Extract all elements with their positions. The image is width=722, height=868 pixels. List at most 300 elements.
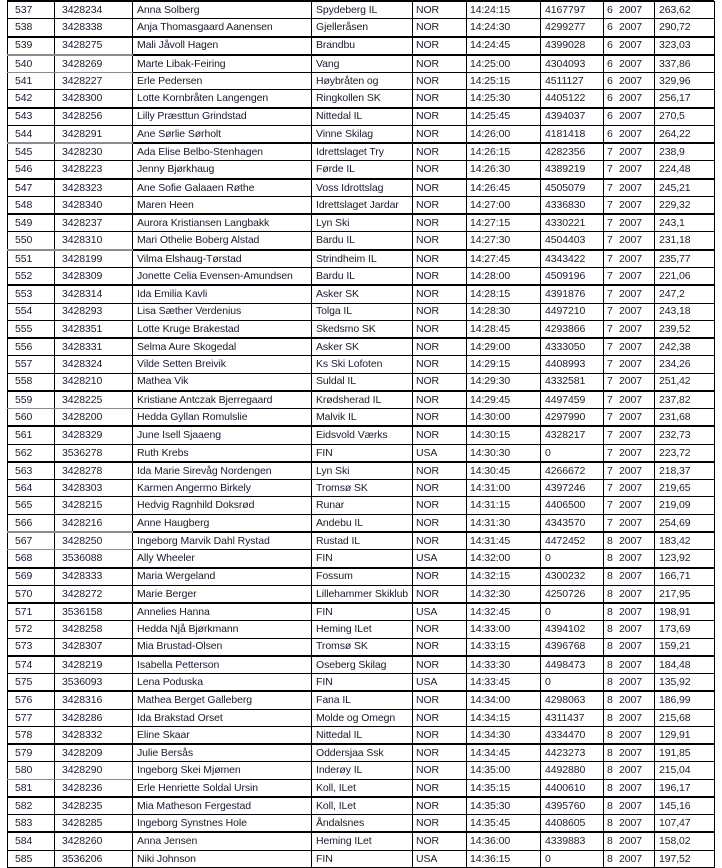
cell-nation: USA — [413, 444, 467, 462]
cell-id: 4167797 — [541, 2, 604, 19]
cell-licence-number: 3428310 — [55, 232, 133, 250]
cell-club: FIN — [312, 850, 413, 867]
cell-name: Mia Brustad-Olsen — [133, 638, 312, 656]
cell-id: 4509196 — [541, 267, 604, 285]
cell-points: 184,48 — [655, 656, 715, 674]
cell-club: Nittedal IL — [312, 108, 413, 126]
cell-group-year — [604, 285, 655, 303]
cell-year: 2007 — [619, 429, 642, 442]
cell-rank: 553 — [8, 285, 55, 303]
cell-group: 8 — [607, 534, 613, 547]
cell-licence-number: 3428234 — [55, 2, 133, 19]
cell-nation: NOR — [413, 338, 467, 356]
cell-points: 145,16 — [655, 797, 715, 815]
table-row — [8, 285, 715, 303]
cell-group: 7 — [607, 288, 613, 301]
cell-start-time: 14:25:15 — [467, 73, 541, 90]
cell-id: 4394102 — [541, 621, 604, 638]
cell-id: 4300232 — [541, 568, 604, 586]
cell-id: 4423273 — [541, 744, 604, 762]
cell-group-year — [604, 585, 655, 603]
table-row — [8, 250, 715, 268]
cell-group-year — [604, 426, 655, 444]
cell-rank: 549 — [8, 214, 55, 232]
cell-id: 4389219 — [541, 161, 604, 179]
cell-rank: 540 — [8, 55, 55, 73]
cell-year: 2007 — [619, 234, 642, 247]
cell-rank: 541 — [8, 73, 55, 90]
cell-start-time: 14:24:45 — [467, 37, 541, 55]
cell-name: Niki Johnson — [133, 850, 312, 867]
cell-group-year — [604, 196, 655, 214]
cell-id: 4334470 — [541, 726, 604, 744]
cell-name: Ruth Krebs — [133, 444, 312, 462]
cell-name: Erle Pedersen — [133, 73, 312, 90]
cell-name: Lotte Kruge Brakestad — [133, 320, 312, 338]
cell-year: 2007 — [619, 181, 642, 194]
cell-licence-number: 3428272 — [55, 585, 133, 603]
cell-points: 129,91 — [655, 726, 715, 744]
table-row — [8, 373, 715, 391]
table-row — [8, 532, 715, 550]
cell-rank: 561 — [8, 426, 55, 444]
cell-start-time: 14:24:30 — [467, 19, 541, 37]
table-body — [8, 2, 715, 868]
cell-club: Asker SK — [312, 338, 413, 356]
cell-nation: NOR — [413, 426, 467, 444]
cell-points: 224,48 — [655, 161, 715, 179]
cell-points: 245,21 — [655, 179, 715, 197]
cell-group-year — [604, 850, 655, 867]
cell-rank: 562 — [8, 444, 55, 462]
cell-points: 223,72 — [655, 444, 715, 462]
cell-group: 7 — [607, 464, 613, 477]
cell-group-year — [604, 815, 655, 833]
cell-licence-number: 3428314 — [55, 285, 133, 303]
cell-year: 2007 — [619, 499, 642, 512]
cell-nation: NOR — [413, 762, 467, 779]
cell-club: Åndalsnes — [312, 815, 413, 833]
cell-name: Mathea Berget Galleberg — [133, 691, 312, 709]
cell-group: 8 — [607, 711, 613, 724]
table-row — [8, 815, 715, 833]
cell-group: 8 — [607, 552, 613, 565]
cell-start-time: 14:35:30 — [467, 797, 541, 815]
cell-points: 123,92 — [655, 550, 715, 568]
table-row — [8, 303, 715, 320]
cell-nation: NOR — [413, 161, 467, 179]
cell-nation: NOR — [413, 73, 467, 90]
cell-group-year — [604, 603, 655, 621]
cell-year: 2007 — [619, 375, 642, 388]
cell-nation: NOR — [413, 391, 467, 409]
cell-nation: NOR — [413, 709, 467, 726]
cell-licence-number: 3428351 — [55, 320, 133, 338]
cell-start-time: 14:25:45 — [467, 108, 541, 126]
cell-group: 7 — [607, 146, 613, 158]
cell-group: 6 — [607, 39, 613, 52]
cell-name: Lisa Sæther Verdenius — [133, 303, 312, 320]
cell-licence-number: 3428316 — [55, 691, 133, 709]
cell-id: 4311437 — [541, 709, 604, 726]
cell-club: Nittedal IL — [312, 726, 413, 744]
cell-start-time: 14:28:45 — [467, 320, 541, 338]
cell-club: Oddersjaa Ssk — [312, 744, 413, 762]
cell-points: 173,69 — [655, 621, 715, 638]
cell-start-time: 14:26:30 — [467, 161, 541, 179]
cell-licence-number: 3428323 — [55, 179, 133, 197]
cell-year: 2007 — [619, 694, 642, 707]
cell-nation: NOR — [413, 409, 467, 427]
cell-name: Jenny Bjørkhaug — [133, 161, 312, 179]
cell-group: 7 — [607, 217, 613, 230]
cell-year: 2007 — [619, 217, 642, 230]
cell-name: Ida Marie Sirevåg Nordengen — [133, 462, 312, 480]
cell-name: Selma Aure Skogedal — [133, 338, 312, 356]
cell-points: 256,17 — [655, 90, 715, 108]
cell-name: Anna Jensen — [133, 832, 312, 850]
cell-start-time: 14:33:15 — [467, 638, 541, 656]
cell-rank: 546 — [8, 161, 55, 179]
cell-points: 218,37 — [655, 462, 715, 480]
cell-club: Høybråten og — [312, 73, 413, 90]
cell-start-time: 14:27:00 — [467, 196, 541, 214]
cell-rank: 547 — [8, 179, 55, 197]
cell-licence-number: 3428286 — [55, 709, 133, 726]
cell-start-time: 14:30:45 — [467, 462, 541, 480]
cell-year: 2007 — [619, 640, 642, 653]
cell-name: Ingeborg Marvik Dahl Rystad — [133, 532, 312, 550]
cell-id: 4282356 — [541, 143, 604, 161]
cell-year: 2007 — [619, 393, 642, 406]
cell-id: 4343570 — [541, 514, 604, 532]
cell-group-year — [604, 338, 655, 356]
cell-nation: NOR — [413, 797, 467, 815]
cell-name: Ida Emilia Kavli — [133, 285, 312, 303]
cell-club: Runar — [312, 497, 413, 514]
cell-rank: 542 — [8, 90, 55, 108]
cell-name: Mari Othelie Boberg Alstad — [133, 232, 312, 250]
cell-year: 2007 — [619, 764, 642, 777]
cell-club: Koll, ILet — [312, 779, 413, 797]
cell-group-year — [604, 73, 655, 90]
table-row — [8, 320, 715, 338]
cell-id: 4497210 — [541, 303, 604, 320]
cell-nation: NOR — [413, 462, 467, 480]
cell-rank: 567 — [8, 532, 55, 550]
cell-group: 7 — [607, 429, 613, 442]
cell-group-year — [604, 19, 655, 37]
cell-nation: NOR — [413, 37, 467, 55]
cell-group: 6 — [607, 92, 613, 105]
cell-points: 251,42 — [655, 373, 715, 391]
table-row — [8, 37, 715, 55]
cell-start-time: 14:32:00 — [467, 550, 541, 568]
cell-licence-number: 3536206 — [55, 850, 133, 867]
cell-club: Tolga IL — [312, 303, 413, 320]
cell-id: 4472452 — [541, 532, 604, 550]
cell-club: Førde IL — [312, 161, 413, 179]
cell-id: 4333050 — [541, 338, 604, 356]
cell-id: 4343422 — [541, 250, 604, 268]
cell-group: 7 — [607, 322, 613, 335]
table-row — [8, 621, 715, 638]
cell-group-year — [604, 90, 655, 108]
cell-group-year — [604, 250, 655, 268]
cell-id: 4394037 — [541, 108, 604, 126]
cell-licence-number: 3428300 — [55, 90, 133, 108]
cell-club: Molde og Omegn — [312, 709, 413, 726]
cell-rank: 551 — [8, 250, 55, 268]
cell-group: 7 — [607, 358, 613, 371]
cell-rank: 552 — [8, 267, 55, 285]
cell-group-year — [604, 356, 655, 373]
cell-year: 2007 — [619, 252, 642, 265]
cell-group: 7 — [607, 163, 613, 176]
cell-group: 8 — [607, 817, 613, 830]
cell-rank: 568 — [8, 550, 55, 568]
cell-id: 4408993 — [541, 356, 604, 373]
cell-year: 2007 — [619, 269, 642, 282]
cell-nation: USA — [413, 603, 467, 621]
cell-licence-number: 3428216 — [55, 514, 133, 532]
cell-group-year — [604, 691, 655, 709]
cell-rank: 557 — [8, 356, 55, 373]
cell-group: 8 — [607, 605, 613, 618]
cell-rank: 558 — [8, 373, 55, 391]
cell-club: Heming ILet — [312, 832, 413, 850]
cell-rank: 574 — [8, 656, 55, 674]
cell-points: 247,2 — [655, 285, 715, 303]
cell-licence-number: 3428303 — [55, 480, 133, 497]
table-row — [8, 108, 715, 126]
cell-group-year — [604, 391, 655, 409]
table-row — [8, 426, 715, 444]
cell-year: 2007 — [619, 623, 642, 636]
cell-licence-number: 3428223 — [55, 161, 133, 179]
cell-year: 2007 — [619, 852, 642, 865]
cell-nation: NOR — [413, 779, 467, 797]
cell-group: 6 — [607, 57, 613, 70]
cell-club: Ringkollen SK — [312, 90, 413, 108]
cell-club: Lyn Ski — [312, 462, 413, 480]
cell-name: Hedvig Ragnhild Doksrød — [133, 497, 312, 514]
cell-id: 4339883 — [541, 832, 604, 850]
cell-rank: 560 — [8, 409, 55, 427]
cell-id: 4492880 — [541, 762, 604, 779]
cell-year: 2007 — [619, 799, 642, 812]
cell-points: 196,17 — [655, 779, 715, 797]
table-row — [8, 2, 715, 19]
cell-nation: NOR — [413, 232, 467, 250]
cell-nation: USA — [413, 550, 467, 568]
table-row — [8, 691, 715, 709]
cell-nation: NOR — [413, 621, 467, 638]
cell-rank: 569 — [8, 568, 55, 586]
cell-club: Eidsvold Værks — [312, 426, 413, 444]
cell-id: 4504403 — [541, 232, 604, 250]
cell-club: FIN — [312, 603, 413, 621]
cell-group: 7 — [607, 305, 613, 318]
cell-group-year — [604, 232, 655, 250]
cell-points: 231,68 — [655, 409, 715, 427]
cell-start-time: 14:34:15 — [467, 709, 541, 726]
cell-id: 4391876 — [541, 285, 604, 303]
cell-group: 7 — [607, 181, 613, 194]
cell-id: 4336830 — [541, 196, 604, 214]
table-row — [8, 497, 715, 514]
cell-year: 2007 — [619, 305, 642, 318]
cell-year: 2007 — [619, 817, 642, 830]
cell-club: Oseberg Skilag — [312, 656, 413, 674]
cell-id: 0 — [541, 444, 604, 462]
cell-licence-number: 3428307 — [55, 638, 133, 656]
cell-start-time: 14:28:30 — [467, 303, 541, 320]
cell-points: 232,73 — [655, 426, 715, 444]
cell-points: 243,1 — [655, 214, 715, 232]
cell-licence-number: 3428235 — [55, 797, 133, 815]
cell-start-time: 14:30:15 — [467, 426, 541, 444]
table-row — [8, 214, 715, 232]
cell-rank: 543 — [8, 108, 55, 126]
cell-licence-number: 3428324 — [55, 356, 133, 373]
cell-points: 219,65 — [655, 480, 715, 497]
cell-year: 2007 — [619, 198, 642, 211]
cell-points: 235,77 — [655, 250, 715, 268]
table-row — [8, 603, 715, 621]
cell-name: Kristiane Antczak Bjerregaard — [133, 391, 312, 409]
cell-club: FIN — [312, 550, 413, 568]
cell-points: 323,03 — [655, 37, 715, 55]
cell-start-time: 14:34:45 — [467, 744, 541, 762]
table-row — [8, 850, 715, 867]
cell-id: 4330221 — [541, 214, 604, 232]
cell-name: Lotte Kornbråten Langengen — [133, 90, 312, 108]
cell-name: Vilma Elshaug-Tørstad — [133, 250, 312, 268]
cell-year: 2007 — [619, 605, 642, 618]
cell-rank: 573 — [8, 638, 55, 656]
cell-rank: 581 — [8, 779, 55, 797]
cell-year: 2007 — [619, 410, 642, 423]
cell-group-year — [604, 320, 655, 338]
cell-nation: NOR — [413, 656, 467, 674]
cell-points: 237,82 — [655, 391, 715, 409]
cell-group: 7 — [607, 482, 613, 495]
cell-nation: NOR — [413, 125, 467, 143]
cell-club: Inderøy IL — [312, 762, 413, 779]
cell-name: Maria Wergeland — [133, 568, 312, 586]
table-row — [8, 744, 715, 762]
cell-nation: NOR — [413, 832, 467, 850]
table-row — [8, 550, 715, 568]
cell-group-year — [604, 550, 655, 568]
cell-points: 198,91 — [655, 603, 715, 621]
cell-nation: NOR — [413, 532, 467, 550]
cell-year: 2007 — [619, 516, 642, 529]
cell-year: 2007 — [619, 3, 642, 16]
cell-licence-number: 3428278 — [55, 462, 133, 480]
cell-id: 0 — [541, 550, 604, 568]
cell-name: Hedda Gyllan Romulslie — [133, 409, 312, 427]
cell-name: Vilde Setten Breivik — [133, 356, 312, 373]
cell-group-year — [604, 674, 655, 692]
cell-year: 2007 — [619, 570, 642, 583]
cell-rank: 571 — [8, 603, 55, 621]
cell-start-time: 14:34:00 — [467, 691, 541, 709]
cell-group: 8 — [607, 852, 613, 865]
cell-group: 8 — [607, 694, 613, 707]
cell-start-time: 14:27:45 — [467, 250, 541, 268]
cell-rank: 566 — [8, 514, 55, 532]
cell-id: 4498473 — [541, 656, 604, 674]
cell-year: 2007 — [619, 322, 642, 335]
cell-club: Bardu IL — [312, 267, 413, 285]
cell-points: 166,71 — [655, 568, 715, 586]
cell-nation: NOR — [413, 267, 467, 285]
cell-id: 4250726 — [541, 585, 604, 603]
cell-points: 234,26 — [655, 356, 715, 373]
cell-year: 2007 — [619, 21, 642, 34]
cell-licence-number: 3536278 — [55, 444, 133, 462]
cell-licence-number: 3536088 — [55, 550, 133, 568]
table-row — [8, 143, 715, 161]
cell-licence-number: 3428293 — [55, 303, 133, 320]
cell-start-time: 14:32:30 — [467, 585, 541, 603]
cell-year: 2007 — [619, 781, 642, 794]
cell-club: Tromsø SK — [312, 480, 413, 497]
cell-licence-number: 3428332 — [55, 726, 133, 744]
cell-start-time: 14:30:00 — [467, 409, 541, 427]
cell-rank: 563 — [8, 462, 55, 480]
cell-group: 6 — [607, 3, 613, 16]
table-row — [8, 656, 715, 674]
cell-id: 4408605 — [541, 815, 604, 833]
cell-licence-number: 3428258 — [55, 621, 133, 638]
cell-nation: NOR — [413, 726, 467, 744]
cell-licence-number: 3428230 — [55, 143, 133, 161]
cell-club: Brandbu — [312, 37, 413, 55]
cell-points: 158,02 — [655, 832, 715, 850]
cell-points: 231,18 — [655, 232, 715, 250]
cell-group-year — [604, 267, 655, 285]
cell-nation: NOR — [413, 638, 467, 656]
cell-nation: NOR — [413, 2, 467, 19]
cell-nation: NOR — [413, 108, 467, 126]
table-row — [8, 125, 715, 143]
cell-year: 2007 — [619, 464, 642, 477]
table-row — [8, 179, 715, 197]
cell-start-time: 14:30:30 — [467, 444, 541, 462]
cell-club: Tromsø SK — [312, 638, 413, 656]
cell-rank: 582 — [8, 797, 55, 815]
cell-id: 4395760 — [541, 797, 604, 815]
cell-rank: 585 — [8, 850, 55, 867]
cell-points: 290,72 — [655, 19, 715, 37]
cell-name: Ally Wheeler — [133, 550, 312, 568]
cell-group: 6 — [607, 110, 613, 123]
cell-id: 4505079 — [541, 179, 604, 197]
cell-id: 4181418 — [541, 125, 604, 143]
cell-nation: NOR — [413, 55, 467, 73]
cell-points: 221,06 — [655, 267, 715, 285]
cell-name: Annelies Hanna — [133, 603, 312, 621]
cell-group: 6 — [607, 127, 613, 140]
cell-club: Asker SK — [312, 285, 413, 303]
table-row — [8, 444, 715, 462]
cell-licence-number: 3428329 — [55, 426, 133, 444]
cell-points: 243,18 — [655, 303, 715, 320]
cell-year: 2007 — [619, 728, 642, 741]
